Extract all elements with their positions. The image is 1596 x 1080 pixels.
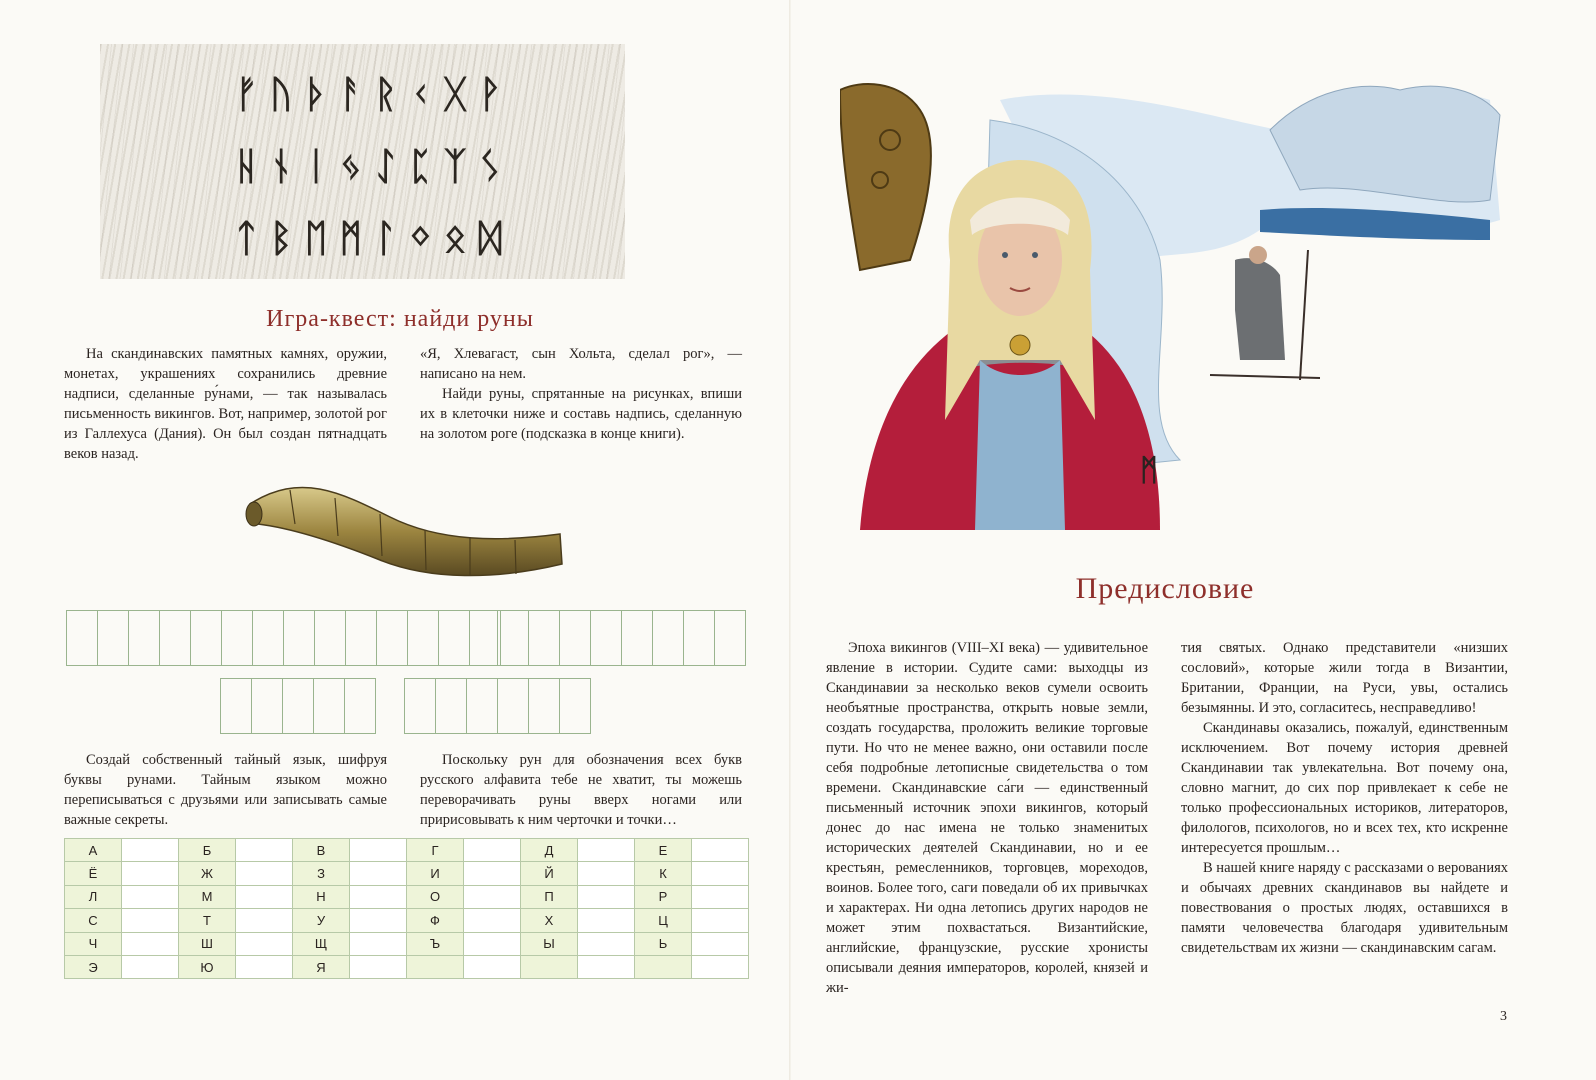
paragraph: На скандинавских памятных камнях, оружии, монетах, украшениях сохранились древние надписи, сделанные ру́нами, — так называлась письменность викингов. Вот, например, золотой рог из Галлехуса (Дания). Он был создан пятнадцать веков назад. [64,346,387,462]
illustration-rune-glyph: ᛗ [1140,453,1158,488]
rune-answer-cell[interactable] [578,885,635,908]
alphabet-letter-cell: Ч [65,932,122,955]
rune-answer-cell[interactable] [350,932,407,955]
quest-title: Игра-квест: найди руны [266,306,534,332]
alphabet-letter-cell: Е [635,839,692,862]
rune-answer-cell[interactable] [236,839,293,862]
alphabet-letter-cell: Р [635,885,692,908]
alphabet-letter-cell: П [521,885,578,908]
rune-answer-cell[interactable] [122,862,179,885]
alphabet-letter-cell: О [407,885,464,908]
rune-answer-cell[interactable] [350,909,407,932]
paragraph: Найди руны, спрятанные на рисунках, впиши их в клеточки ниже и составь надпись, сделанную на золотом роге (подсказка в конце книги). [420,386,742,442]
answer-boxes-word-4[interactable] [404,678,591,734]
alphabet-letter-cell: Ё [65,862,122,885]
rune-answer-cell[interactable] [578,839,635,862]
alphabet-letter-cell: Г [407,839,464,862]
alphabet-letter-cell: Х [521,909,578,932]
rune-answer-cell[interactable] [578,862,635,885]
paragraph: Скандинавы оказались, пожалуй, единственным исключением. Вот почему история древней Скандинавии так увлекательна. Вот почему она, словно магнит, до сих пор привлекает к себе не только профессиональных историков, литераторов, филологов, психологов, но и всех тех, кто искренне интересуется прошлым… [1181,720,1508,856]
alphabet-letter-cell: Э [65,955,122,978]
paragraph: Создай собственный тайный язык, шифруя буквы рунами. Тайным языком можно переписываться с друзьями или записывать самые важные секреты. [64,752,387,828]
alphabet-letter-cell: Я [293,955,350,978]
rune-answer-cell[interactable] [692,839,749,862]
rune-answer-cell[interactable] [236,862,293,885]
alphabet-letter-cell: Ь [635,932,692,955]
alphabet-letter-cell [407,955,464,978]
rune-answer-cell[interactable] [578,955,635,978]
rune-panel [100,44,625,279]
paragraph: В нашей книге наряду с рассказами о верованиях и обычаях древних скандинавов вы найдете и повествования о простых людях, оставшихся в памяти человечества благодаря удивительным свидетельствам их жизни — скандинавским сагам. [1181,860,1508,956]
alphabet-letter-cell: Н [293,885,350,908]
alphabet-letter-cell: Ъ [407,932,464,955]
alphabet-letter-cell: Ц [635,909,692,932]
alphabet-letter-cell: Т [179,909,236,932]
alphabet-row [65,885,749,908]
alphabet-letter-cell: Ы [521,932,578,955]
quest-column-2 [420,344,742,444]
preface-title: Предисловие [1075,572,1255,605]
rune-answer-cell[interactable] [464,862,521,885]
cipher-column-1 [64,750,387,830]
paragraph: «Я, Хлевагаст, сын Хольта, сделал рог», — написано на нем. [420,346,742,382]
alphabet-letter-cell: Ш [179,932,236,955]
rune-row-2: ᚺᚾᛁᛃᛇᛈᛉᛊ [235,144,514,188]
alphabet-row [65,932,749,955]
alphabet-row [65,839,749,862]
cipher-column-2 [420,750,742,830]
rune-answer-cell[interactable] [578,909,635,932]
rune-answer-cell[interactable] [350,885,407,908]
alphabet-letter-cell: А [65,839,122,862]
alphabet-letter-cell: Ю [179,955,236,978]
alphabet-letter-cell [521,955,578,978]
preface-column-2 [1181,638,1508,958]
answer-boxes-word-2[interactable] [497,610,746,666]
rune-answer-cell[interactable] [692,955,749,978]
rune-answer-cell[interactable] [236,955,293,978]
rune-row-1: ᚠᚢᚦᚨᚱᚲᚷᚹ [235,72,514,116]
rune-answer-cell[interactable] [350,862,407,885]
alphabet-letter-cell: Й [521,862,578,885]
answer-boxes-word-1[interactable] [66,610,501,666]
rune-answer-cell[interactable] [464,932,521,955]
rune-answer-cell[interactable] [122,885,179,908]
alphabet-letter-cell: Щ [293,932,350,955]
golden-horn-illustration [240,462,570,592]
alphabet-letter-cell: Д [521,839,578,862]
alphabet-letter-cell: М [179,885,236,908]
alphabet-letter-cell: К [635,862,692,885]
alphabet-letter-cell: У [293,909,350,932]
rune-answer-cell[interactable] [692,862,749,885]
rune-answer-cell[interactable] [692,909,749,932]
rune-answer-cell[interactable] [350,955,407,978]
paragraph: Эпоха викингов (VIII–XI века) — удивительное явление в истории. Судите сами: выходцы из Скандинавии за несколько веков сумели освоить необъятные пространства, открыть новые земли, создать государства, проложить великие торговые пути. Но что не менее важно, они оставили после себя подробные летописные свидетельства о том времени. Скандинавские са́ги — единственный письменный источник эпохи викингов, который донес до нас имена не только знаменитых исторических деятелей Скандинавии, но и ее крестьян, ремесленников, торговцев, мореходов, воинов. Более того, саги поведали об их привычках и характерах. Ни одна летопись других народов не может этим похвастаться. Византийские, английские, французские, русские хронисты описывали деяния императоров, королей, князей и жи- [826,640,1148,996]
answer-boxes-word-3[interactable] [220,678,376,734]
alphabet-letter-cell: С [65,909,122,932]
rune-answer-cell[interactable] [236,909,293,932]
quest-column-1 [64,344,387,464]
rune-answer-cell[interactable] [236,885,293,908]
preface-column-1 [826,638,1148,998]
rune-answer-cell[interactable] [464,955,521,978]
alphabet-letter-cell: Ж [179,862,236,885]
alphabet-letter-cell: Л [65,885,122,908]
rune-row-3: ᛏᛒᛖᛗᛚᛜᛟᛞ [235,216,514,260]
alphabet-letter-cell: Ф [407,909,464,932]
rune-answer-cell[interactable] [464,839,521,862]
alphabet-letter-cell: В [293,839,350,862]
rune-answer-cell[interactable] [122,839,179,862]
alphabet-row [65,909,749,932]
rune-answer-cell[interactable] [122,932,179,955]
alphabet-letter-cell: Б [179,839,236,862]
alphabet-row [65,955,749,978]
rune-answer-cell[interactable] [350,839,407,862]
page-number: 3 [1500,1009,1507,1024]
rune-answer-cell[interactable] [464,885,521,908]
alphabet-letter-cell: И [407,862,464,885]
rune-answer-cell[interactable] [692,932,749,955]
alphabet-letter-cell [635,955,692,978]
alphabet-row [65,862,749,885]
rune-answer-cell[interactable] [692,885,749,908]
paragraph: Поскольку рун для обозначения всех букв русского алфавита тебе не хватит, ты можешь переворачивать руны вверх ногами или пририсовывать к ним черточки и точки… [420,752,742,828]
rune-answer-cell[interactable] [578,932,635,955]
alphabet-letter-cell: З [293,862,350,885]
cipher-alphabet-table [64,838,749,979]
viking-woman-illustration [840,60,1520,530]
rune-answer-cell[interactable] [122,955,179,978]
rune-answer-cell[interactable] [122,909,179,932]
paragraph: тия святых. Однако представители «низших сословий», которые жили тогда в Византии, Британии, Франции, на Руси, увы, остались безымянны. И это, согласитесь, несправедливо! [1181,640,1508,716]
rune-answer-cell[interactable] [236,932,293,955]
rune-answer-cell[interactable] [464,909,521,932]
left-page [0,0,790,1080]
